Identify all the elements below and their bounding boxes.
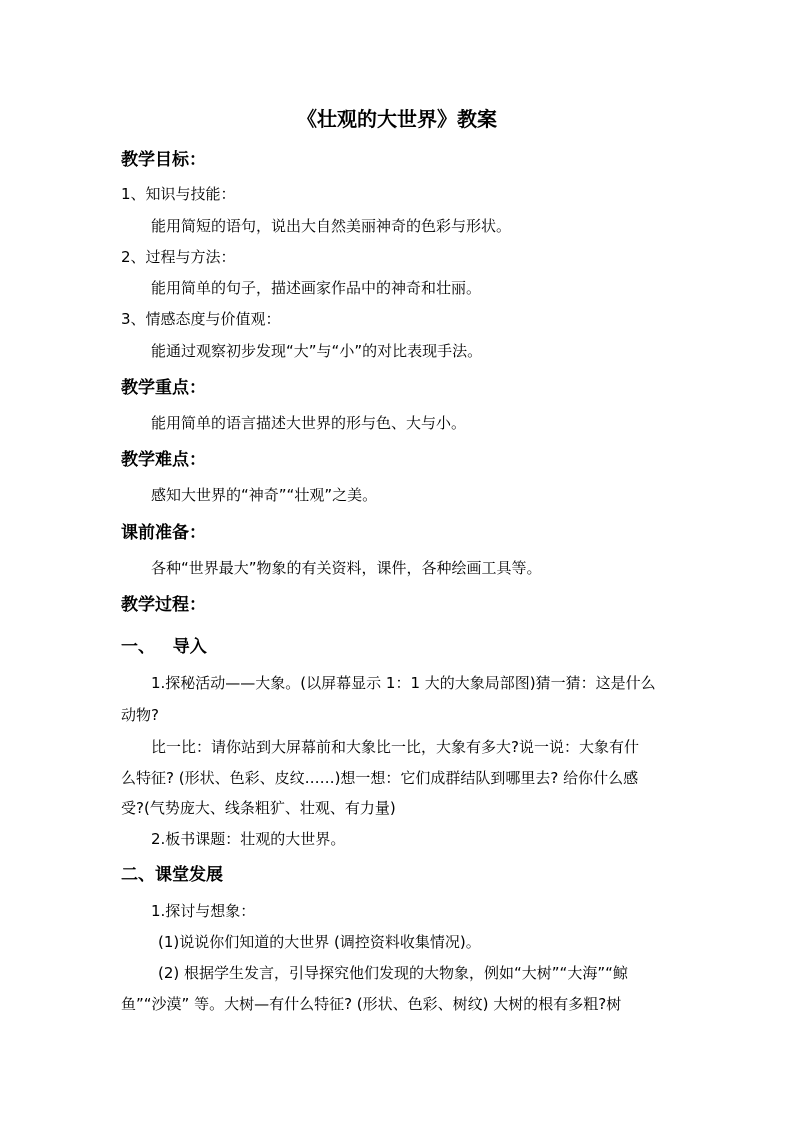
section2-heading: 二、课堂发展 [121, 865, 223, 885]
difficulty-heading: 教学难点： [121, 450, 206, 470]
s1-paragraph2-line2: 么特征? (形状、色彩、皮纹……)想一想：它们成群结队到哪里去? 给你什么感 [121, 769, 639, 787]
goal3-text: 能通过观察初步发现“大”与“小”的对比表现手法。 [151, 342, 483, 360]
s1-paragraph1-line2: 动物? [121, 706, 159, 724]
goal2-label: 2、过程与方法： [121, 248, 236, 266]
s1-paragraph2-line3: 受?(气势庞大、线条粗犷、壮观、有力量) [121, 799, 396, 817]
s2-paragraph3-line1: (2) 根据学生发言，引导探究他们发现的大物象，例如“大树”“大海”“鲸 [158, 964, 628, 982]
goal1-text: 能用简短的语句，说出大自然美丽神奇的色彩与形状。 [151, 217, 512, 235]
key-heading: 教学重点： [121, 378, 206, 398]
goal3-label: 3、情感态度与价值观： [121, 310, 281, 328]
process-heading: 教学过程： [121, 595, 206, 615]
s1-paragraph2-line1: 比一比：请你站到大屏幕前和大象比一比，大象有多大?说一说：大象有什 [151, 738, 639, 756]
goal1-label: 1、知识与技能： [121, 185, 236, 203]
s2-paragraph3-line2: 鱼”“沙漠” 等。大树—有什么特征? (形状、色彩、树纹) 大树的根有多粗?树 [121, 995, 622, 1013]
s1-paragraph1-line1: 1.探秘活动——大象。(以屏幕显示 1：1 大的大象局部图)猜一猜：这是什么 [151, 674, 656, 692]
s1-paragraph3: 2.板书课题：壮观的大世界。 [151, 830, 346, 848]
s2-paragraph2: (1)说说你们知道的大世界 (调控资料收集情况)。 [158, 933, 481, 951]
prep-text: 各种“世界最大”物象的有关资料，课件，各种绘画工具等。 [151, 559, 542, 577]
difficulty-text: 感知大世界的“神奇”“壮观”之美。 [151, 486, 378, 504]
document-title: 《壮观的大世界》教案 [297, 107, 497, 131]
s2-paragraph1: 1.探讨与想象： [151, 902, 256, 920]
section1-heading: 一、 导入 [121, 637, 207, 657]
goal2-text: 能用简单的句子，描述画家作品中的神奇和壮丽。 [151, 279, 482, 297]
goals-heading: 教学目标： [121, 150, 206, 170]
key-text: 能用简单的语言描述大世界的形与色、大与小。 [151, 414, 467, 432]
prep-heading: 课前准备： [121, 523, 206, 543]
